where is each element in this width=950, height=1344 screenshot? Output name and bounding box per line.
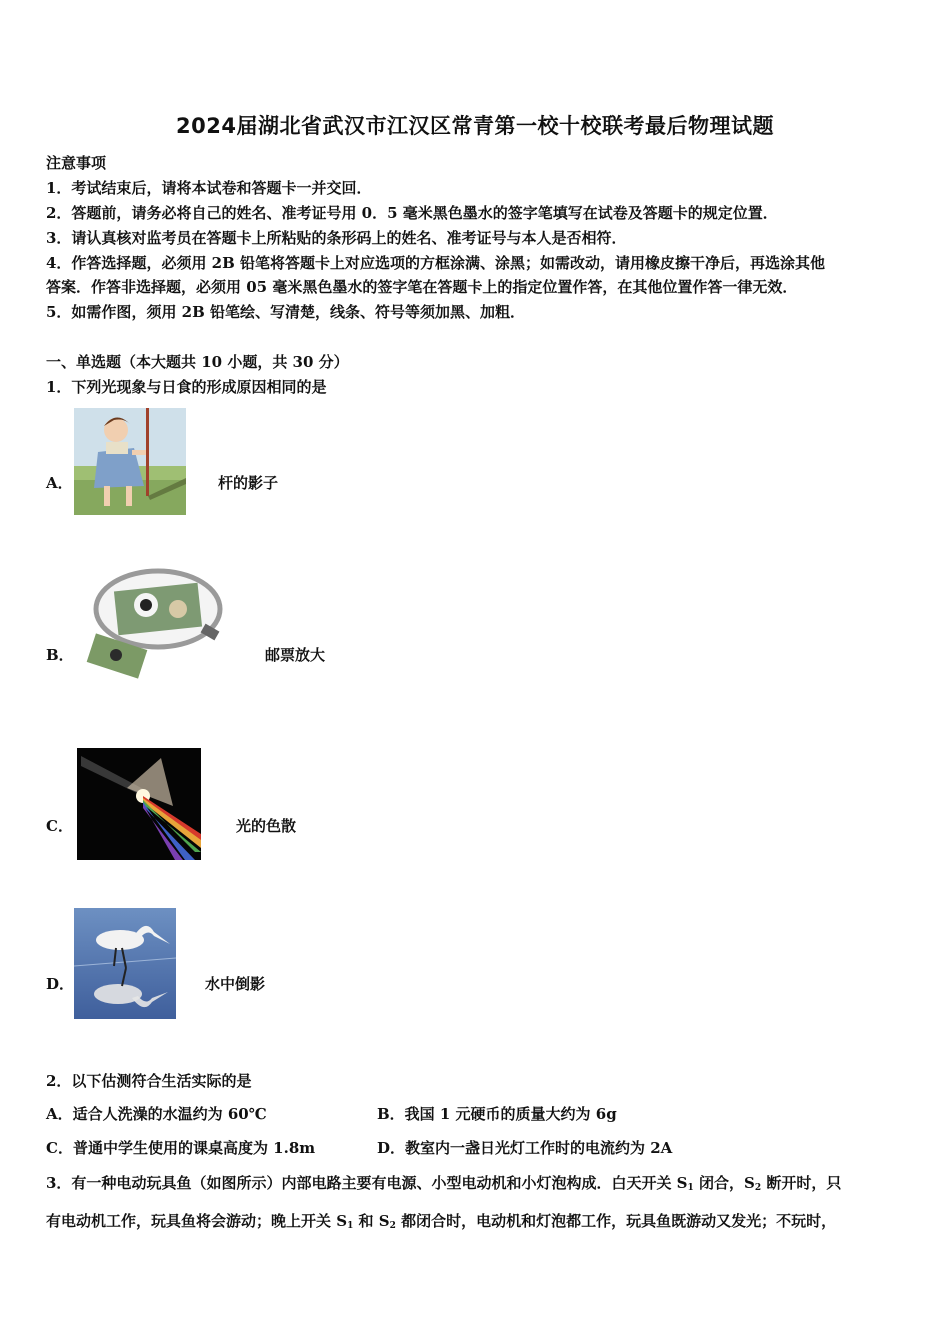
q2-option-a: A．适合人洗澡的水温约为 60℃: [46, 1105, 267, 1123]
q3-l2-sub1: 1: [347, 1221, 354, 1231]
prism-dispersion-image: [77, 748, 201, 860]
question-3-line-2: [46, 1210, 836, 1231]
question-2-stem: 2．以下估测符合生活实际的是: [46, 1072, 252, 1090]
q3-l2-c: 都闭合时，电动机和灯泡都工作，玩具鱼既游动又发光；不玩时，: [395, 1212, 837, 1230]
magnifier-stamp-image: [82, 565, 232, 680]
q1-option-d-text: 水中倒影: [205, 975, 266, 993]
q3-l1-sub1: 1: [687, 1183, 694, 1193]
q1-option-a-text: 杆的影子: [218, 474, 279, 492]
heron-reflection-image: [74, 908, 176, 1019]
q3-l1-a: 3．有一种电动玩具鱼（如图所示）内部电路主要有电源、小型电动机和小灯泡构成．白天开关 S: [46, 1174, 688, 1192]
notice-line-5: 5．如需作图，须用 2B 铅笔绘、写清楚，线条、符号等须加黑、加粗．: [46, 303, 525, 321]
section-heading: 一、单选题（本大题共 10 小题，共 30 分）: [46, 353, 349, 371]
notice-line-2: 2．答题前，请务必将自己的姓名、准考证号用 0．5 毫米黑色墨水的签字笔填写在试卷及答题卡的规定位置．: [46, 204, 778, 222]
q3-l2-a: 有电动机工作，玩具鱼将会游动；晚上开关 S: [46, 1212, 348, 1230]
q3-l1-b: 闭合，S: [693, 1174, 755, 1192]
q1-option-d-letter: D．: [46, 975, 75, 993]
q3-l2-b: 和 S: [353, 1212, 390, 1230]
q3-l1-c: 断开时，只: [761, 1174, 842, 1192]
q1-option-b-letter: B．: [46, 646, 74, 664]
question-1-stem: 1．下列光现象与日食的形成原因相同的是: [46, 378, 327, 396]
notice-line-4-cont: 答案．作答非选择题，必须用 05 毫米黑色墨水的签字笔在答题卡上的指定位置作答，在其他位置作答一律无效．: [46, 278, 798, 296]
q1-option-c-letter: C．: [46, 817, 73, 835]
q2-option-b: B．我国 1 元硬币的质量大约为 6g: [377, 1105, 617, 1123]
notice-line-1: 1．考试结束后，请将本试卷和答题卡一并交回．: [46, 179, 372, 197]
question-3-line-1: [46, 1172, 841, 1193]
q2-option-d: D．教室内一盏日光灯工作时的电流约为 2A: [377, 1139, 673, 1157]
notice-line-3: 3．请认真核对监考员在答题卡上所粘贴的条形码上的姓名、准考证号与本人是否相符．: [46, 229, 627, 247]
q1-option-b-text: 邮票放大: [265, 646, 326, 664]
q1-option-a-letter: A．: [46, 474, 73, 492]
notice-line-4: 4．作答选择题，必须用 2B 铅笔将答题卡上对应选项的方框涂满、涂黑；如需改动，请用橡皮擦干净后，再选涂其他: [46, 254, 826, 272]
q2-option-c: C．普通中学生使用的课桌高度为 1.8m: [46, 1139, 316, 1157]
notice-heading: 注意事项: [46, 154, 107, 172]
girl-pole-shadow-image: [74, 408, 186, 515]
q3-l1-sub2: 2: [754, 1183, 762, 1193]
q1-option-c-text: 光的色散: [236, 817, 297, 835]
page-title: 2024届湖北省武汉市江汉区常青第一校十校联考最后物理试题: [176, 114, 774, 138]
q3-l2-sub2: 2: [389, 1221, 396, 1231]
